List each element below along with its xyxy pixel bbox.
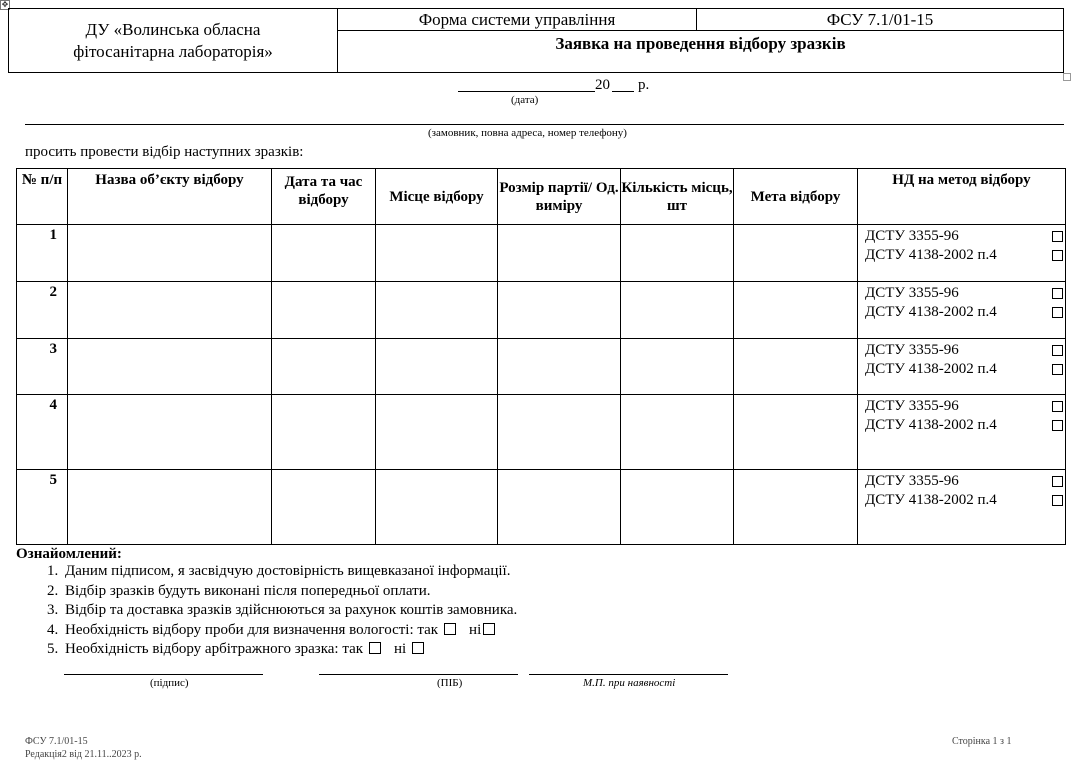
- note-item: [62, 562, 517, 582]
- purpose-cell[interactable]: [734, 339, 858, 395]
- method-checkbox[interactable]: [1052, 364, 1063, 375]
- method-option-label: ДСТУ 4138-2002 п.4: [865, 417, 997, 433]
- method-option-label: ДСТУ 4138-2002 п.4: [865, 361, 997, 377]
- quantity-cell[interactable]: [621, 470, 734, 545]
- note-item: [62, 640, 517, 660]
- datetime-cell[interactable]: [272, 395, 376, 470]
- method-option-label: ДСТУ 3355-96: [865, 228, 959, 244]
- quantity-cell[interactable]: [621, 225, 734, 282]
- footer-page: Сторінка 1 з 1: [952, 736, 1012, 747]
- date-year-suffix: р.: [638, 77, 650, 93]
- note-text: Необхідність відбору проби для визначення вологості: так: [65, 621, 439, 638]
- col-header-purpose: Мета відбору: [734, 169, 858, 225]
- form-label: Форма системи управління: [338, 9, 697, 31]
- batch-size-cell[interactable]: [498, 339, 621, 395]
- org-line-1: ДУ «Волинська обласна: [85, 19, 261, 39]
- object-cell[interactable]: [68, 470, 272, 545]
- row-number: 5: [17, 470, 68, 545]
- org-line-2: фітосанітарна лабораторія»: [73, 41, 273, 61]
- document-header: [8, 8, 1064, 73]
- method-option-label: ДСТУ 3355-96: [865, 473, 959, 489]
- method-cell: [858, 225, 1066, 282]
- object-cell[interactable]: [68, 395, 272, 470]
- method-checkbox[interactable]: [1052, 231, 1063, 242]
- quantity-cell[interactable]: [621, 339, 734, 395]
- document-title: Заявка на проведення відбору зразків: [555, 34, 846, 53]
- method-checkbox[interactable]: [1052, 345, 1063, 356]
- col-header-method: НД на метод відбору: [858, 169, 1066, 225]
- datetime-cell[interactable]: [272, 282, 376, 339]
- place-cell[interactable]: [376, 225, 498, 282]
- note-text: Необхідність відбору арбітражного зразка: так: [65, 641, 364, 657]
- col-header-place: Місце відбору: [376, 169, 498, 225]
- notes-list: [16, 562, 517, 660]
- batch-size-cell[interactable]: [498, 225, 621, 282]
- quantity-cell[interactable]: [621, 282, 734, 339]
- stamp-field[interactable]: [529, 674, 728, 675]
- method-checkbox[interactable]: [1052, 476, 1063, 487]
- batch-size-cell[interactable]: [498, 395, 621, 470]
- row-number: 3: [17, 339, 68, 395]
- table-row: [17, 339, 1066, 395]
- batch-size-cell[interactable]: [498, 470, 621, 545]
- no-label: ні: [394, 641, 407, 657]
- col-header-datetime: Дата та час відбору: [272, 169, 376, 225]
- note-item: [62, 601, 517, 621]
- datetime-cell[interactable]: [272, 339, 376, 395]
- row-number: 4: [17, 395, 68, 470]
- full-name-field[interactable]: [319, 674, 518, 675]
- signature-caption: (підпис): [150, 677, 189, 689]
- stamp-caption: М.П. при наявності: [583, 677, 676, 689]
- table-resize-handle[interactable]: [1063, 73, 1071, 81]
- method-option-label: ДСТУ 4138-2002 п.4: [865, 247, 997, 263]
- method-option-label: ДСТУ 4138-2002 п.4: [865, 492, 997, 508]
- method-cell: [858, 339, 1066, 395]
- footer-left: [25, 735, 142, 761]
- col-header-quantity: Кількість місць, шт: [621, 169, 734, 225]
- organization-name: [9, 9, 338, 72]
- method-checkbox[interactable]: [1052, 307, 1063, 318]
- row-number: 1: [17, 225, 68, 282]
- footer-code: ФСУ 7.1/01-15: [25, 736, 88, 747]
- object-cell[interactable]: [68, 339, 272, 395]
- request-text: просить провести відбір наступних зразків:: [25, 144, 304, 160]
- table-header-row: [17, 169, 1066, 225]
- method-option-label: ДСТУ 3355-96: [865, 285, 959, 301]
- date-day-month-field[interactable]: [458, 91, 595, 92]
- purpose-cell[interactable]: [734, 225, 858, 282]
- method-checkbox[interactable]: [1052, 288, 1063, 299]
- customer-field[interactable]: [25, 124, 1064, 125]
- arbitration-no-checkbox[interactable]: [412, 642, 424, 654]
- datetime-cell[interactable]: [272, 225, 376, 282]
- signature-field[interactable]: [64, 674, 263, 675]
- method-checkbox[interactable]: [1052, 420, 1063, 431]
- samples-table: [16, 168, 1066, 545]
- object-cell[interactable]: [68, 225, 272, 282]
- footer-revision: Редакція2 від 21.11..2023 р.: [25, 749, 142, 760]
- moisture-yes-checkbox[interactable]: [444, 623, 456, 635]
- note-text: Даним підписом, я засвідчую достовірність вищевказаної інформації.: [65, 563, 511, 579]
- date-caption: (дата): [511, 94, 539, 106]
- customer-caption: (замовник, повна адреса, номер телефону): [428, 127, 627, 139]
- moisture-no-checkbox[interactable]: [483, 623, 495, 635]
- quantity-cell[interactable]: [621, 395, 734, 470]
- note-text: Відбір зразків будуть виконані після попередньої оплати.: [65, 582, 431, 599]
- table-row: [17, 470, 1066, 545]
- full-name-caption: (ПІБ): [437, 677, 463, 689]
- place-cell[interactable]: [376, 470, 498, 545]
- method-checkbox[interactable]: [1052, 401, 1063, 412]
- note-item: [62, 582, 517, 602]
- datetime-cell[interactable]: [272, 470, 376, 545]
- method-cell: [858, 470, 1066, 545]
- purpose-cell[interactable]: [734, 470, 858, 545]
- date-year-field[interactable]: [612, 91, 634, 92]
- note-item: [62, 621, 517, 641]
- object-cell[interactable]: [68, 282, 272, 339]
- col-header-batch-size: Розмір партії/ Од. виміру: [498, 169, 621, 225]
- arbitration-yes-checkbox[interactable]: [369, 642, 381, 654]
- row-number: 2: [17, 282, 68, 339]
- col-header-number: № п/п: [17, 169, 68, 225]
- batch-size-cell[interactable]: [498, 282, 621, 339]
- method-checkbox[interactable]: [1052, 250, 1063, 261]
- date-year-prefix: 20: [595, 77, 610, 93]
- method-option-label: ДСТУ 3355-96: [865, 342, 959, 358]
- no-label: ні: [469, 621, 482, 638]
- place-cell[interactable]: [376, 339, 498, 395]
- col-header-object: Назва об’єкту відбору: [68, 169, 272, 225]
- method-cell: [858, 395, 1066, 470]
- table-row: [17, 395, 1066, 470]
- purpose-cell[interactable]: [734, 282, 858, 339]
- acknowledged-heading: Ознайомлений:: [16, 546, 122, 562]
- note-text: Відбір та доставка зразків здійснюються за рахунок коштів замовника.: [65, 602, 518, 618]
- table-row: [17, 225, 1066, 282]
- move-handle-icon[interactable]: ✥: [1, 0, 9, 9]
- method-cell: [858, 282, 1066, 339]
- place-cell[interactable]: [376, 282, 498, 339]
- form-code: ФСУ 7.1/01-15: [697, 9, 1063, 31]
- table-row: [17, 282, 1066, 339]
- method-option-label: ДСТУ 4138-2002 п.4: [865, 304, 997, 320]
- method-checkbox[interactable]: [1052, 495, 1063, 506]
- place-cell[interactable]: [376, 395, 498, 470]
- method-option-label: ДСТУ 3355-96: [865, 398, 959, 414]
- purpose-cell[interactable]: [734, 395, 858, 470]
